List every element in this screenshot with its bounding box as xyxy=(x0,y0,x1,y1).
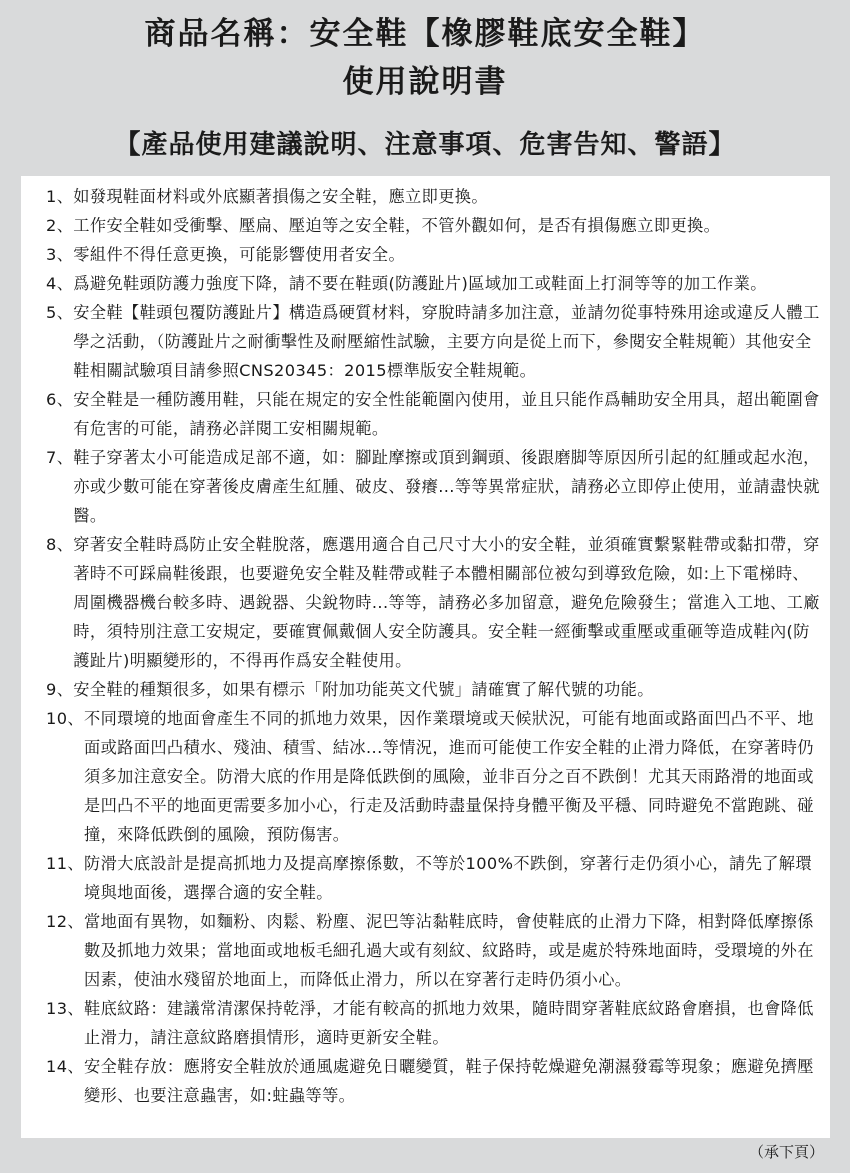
item-text: 當地面有異物，如麵粉、肉鬆、粉塵、泥巴等沾黏鞋底時，會使鞋底的止滑力下降，相對降低摩擦係數及抓地力效果；當地面或地板毛細孔過大或有刻紋、紋路時，或是處於特殊地面時，受環境的外在因素，使油水殘留於地面上，而降低止滑力，所以在穿著行走時仍須小心。 xyxy=(84,912,814,989)
item-text: 工作安全鞋如受衝擊、壓扁、壓迫等之安全鞋，不管外觀如何，是否有損傷應立即更換。 xyxy=(73,216,721,235)
item-number: 9、 xyxy=(46,680,74,699)
item-text: 安全鞋【鞋頭包覆防護趾片】構造爲硬質材料，穿脫時請多加注意，並請勿從事特殊用途或違反人體工學之活動，（防護趾片之耐衝擊性及耐壓縮性試驗，主要方向是從上而下，參閱安全鞋規範）其他安全鞋相關試驗項目請參照CNS20345：2015標準版安全鞋規範。 xyxy=(73,303,820,380)
list-item xyxy=(46,211,822,240)
item-text: 爲避免鞋頭防護力強度下降，請不要在鞋頭(防護趾片)區域加工或鞋面上打洞等等的加工作業。 xyxy=(73,274,767,293)
document-title: 商品名稱：安全鞋【橡膠鞋底安全鞋】 xyxy=(144,16,706,52)
instructions-panel xyxy=(21,176,830,1138)
item-number: 1、 xyxy=(46,187,74,206)
list-item xyxy=(46,849,822,907)
item-number: 7、 xyxy=(46,448,74,467)
item-number: 6、 xyxy=(46,390,74,409)
list-item xyxy=(46,269,822,298)
document-subtitle-manual: 使用說明書 xyxy=(342,64,508,100)
list-item xyxy=(46,385,822,443)
list-item xyxy=(46,907,822,994)
list-item xyxy=(46,1052,822,1110)
list-item xyxy=(46,994,822,1052)
item-number: 13、 xyxy=(46,999,84,1018)
list-item xyxy=(46,675,822,704)
item-number: 2、 xyxy=(46,216,74,235)
item-text: 穿著安全鞋時爲防止安全鞋脫落，應選用適合自己尺寸大小的安全鞋，並須確實繫緊鞋帶或黏扣帶，穿著時不可踩扁鞋後跟，也要避免安全鞋及鞋帶或鞋子本體相關部位被勾到導致危險，如:上下電梯時、周圍機器機台較多時、遇銳器、尖銳物時...等等，請務必多加留意，避免危險發生；當進入工地、工廠時，須特別注意工安規定，要確實佩戴個人安全防護具。安全鞋一經衝擊或重壓或重砸等造成鞋內(防護趾片)明顯變形的，不得再作爲安全鞋使用。 xyxy=(73,535,820,670)
section-heading: 【產品使用建議說明、注意事項、危害告知、警語】 xyxy=(114,130,736,160)
item-text: 安全鞋存放：應將安全鞋放於通風處避免日曬變質，鞋子保持乾燥避免潮濕發霉等現象；應避免擠壓變形、也要注意蟲害，如:蛀蟲等等。 xyxy=(84,1057,814,1105)
list-item xyxy=(46,298,822,385)
list-item xyxy=(46,182,822,211)
instructions-list xyxy=(46,182,822,1110)
list-item xyxy=(46,704,822,849)
continued-note: （承下頁） xyxy=(748,1143,824,1161)
item-text: 防滑大底設計是提高抓地力及提高摩擦係數，不等於100%不跌倒，穿著行走仍須小心，請先了解環境與地面後，選擇合適的安全鞋。 xyxy=(84,854,812,902)
item-number: 10、 xyxy=(46,709,84,728)
item-text: 安全鞋是一種防護用鞋，只能在規定的安全性能範圍內使用，並且只能作爲輔助安全用具，超出範圍會有危害的可能，請務必詳閱工安相關規範。 xyxy=(73,390,820,438)
item-number: 4、 xyxy=(46,274,74,293)
list-item xyxy=(46,530,822,675)
item-number: 14、 xyxy=(46,1057,84,1076)
item-text: 如發現鞋面材料或外底顯著損傷之安全鞋，應立即更換。 xyxy=(73,187,488,206)
item-text: 安全鞋的種類很多，如果有標示「附加功能英文代號」請確實了解代號的功能。 xyxy=(73,680,654,699)
item-text: 不同環境的地面會產生不同的抓地力效果，因作業環境或天候狀況，可能有地面或路面凹凸不平、地面或路面凹凸積水、殘油、積雪、結冰...等情況，進而可能使工作安全鞋的止滑力降低，在穿著時仍須多加注意安全。防滑大底的作用是降低跌倒的風險，並非百分之百不跌倒！尤其天雨路滑的地面或是凹凸不平的地面更需要多加小心，行走及活動時盡量保持身體平衡及平穩、同時避免不當跑跳、碰撞，來降低跌倒的風險，預防傷害。 xyxy=(84,709,814,844)
list-item xyxy=(46,240,822,269)
item-number: 11、 xyxy=(46,854,84,873)
item-number: 3、 xyxy=(46,245,74,264)
item-text: 鞋底紋路：建議常清潔保持乾淨，才能有較高的抓地力效果，隨時間穿著鞋底紋路會磨損，也會降低止滑力，請注意紋路磨損情形，適時更新安全鞋。 xyxy=(84,999,814,1047)
item-number: 8、 xyxy=(46,535,74,554)
list-item xyxy=(46,443,822,530)
item-number: 5、 xyxy=(46,303,74,322)
item-text: 鞋子穿著太小可能造成足部不適，如：腳趾摩擦或頂到鋼頭、後跟磨脚等原因所引起的紅腫或起水泡，亦或少數可能在穿著後皮膚產生紅腫、破皮、發癢...等等異常症狀，請務必立即停止使用，並請盡快就醫。 xyxy=(73,448,820,525)
item-number: 12、 xyxy=(46,912,84,931)
item-text: 零組件不得任意更換，可能影響使用者安全。 xyxy=(73,245,406,264)
